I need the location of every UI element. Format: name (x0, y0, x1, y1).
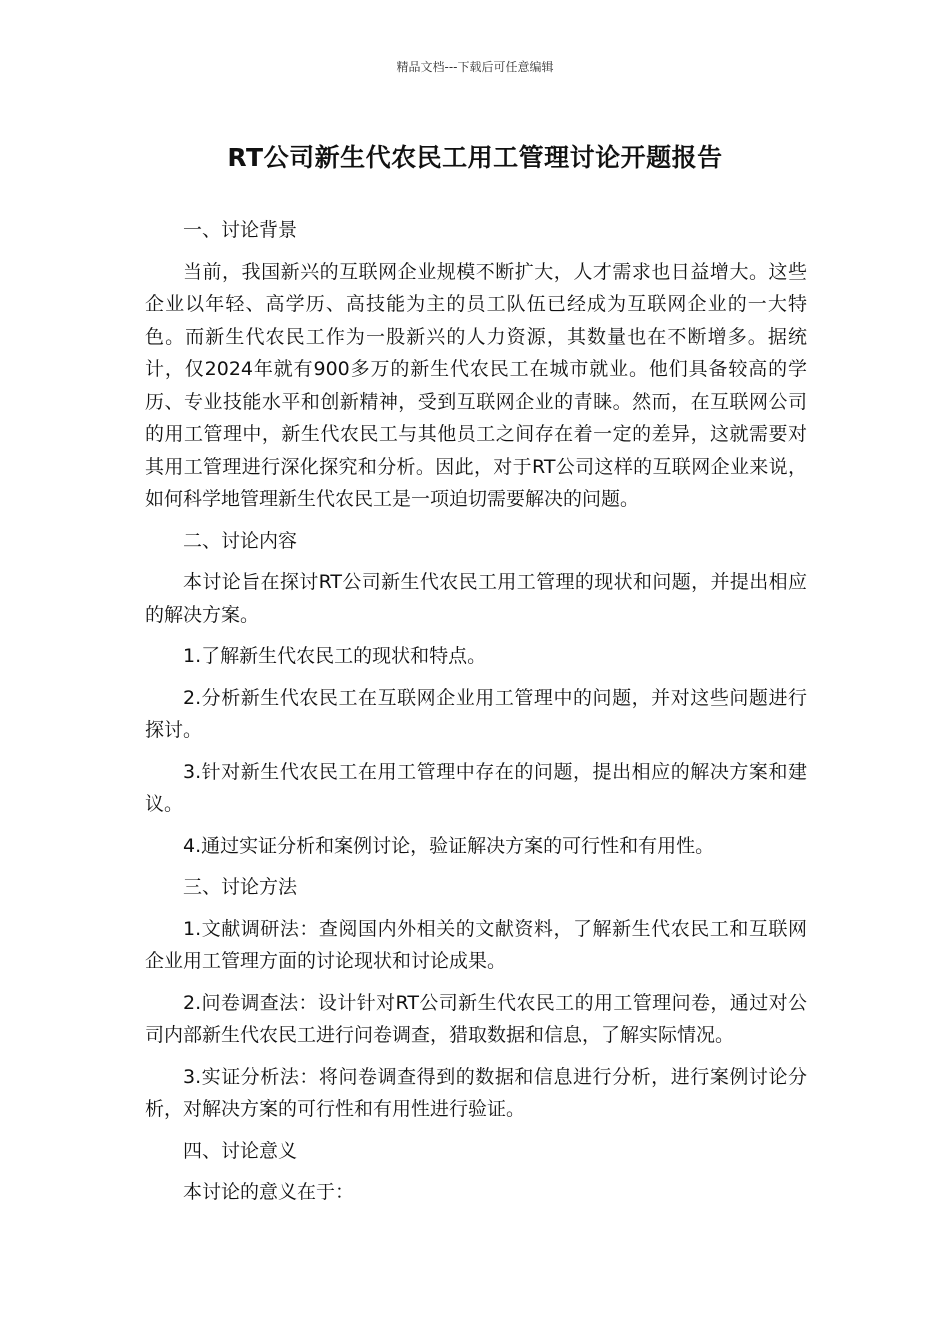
content-intro-paragraph: 本讨论旨在探讨RT公司新生代农民工用工管理的现状和问题，并提出相应的解决方案。 (145, 571, 807, 626)
content-item-4: 4.通过实证分析和案例讨论，验证解决方案的可行性和有用性。 (183, 834, 715, 857)
method-item-2: 2.问卷调查法：设计针对RT公司新生代农民工的用工管理问卷，通过对公司内部新生代农民工进行问卷调查，猎取数据和信息，了解实际情况。 (145, 991, 807, 1046)
document-title: RT公司新生代农民工用工管理讨论开题报告 (227, 143, 723, 172)
section-heading-methods: 三、讨论方法 (183, 876, 298, 898)
page-header: 精品文档---下载后可任意编辑 (396, 60, 554, 74)
section-heading-significance: 四、讨论意义 (183, 1139, 298, 1162)
content-item-2: 2.分析新生代农民工在互联网企业用工管理中的问题，并对这些问题进行探讨。 (145, 686, 807, 741)
section-heading-content: 二、讨论内容 (183, 529, 298, 552)
content-item-3: 3.针对新生代农民工在用工管理中存在的问题，提出相应的解决方案和建议。 (145, 760, 807, 815)
significance-intro-paragraph: 本讨论的意义在于： (183, 1181, 355, 1203)
method-item-3: 3.实证分析法：将问卷调查得到的数据和信息进行分析，进行案例讨论分析，对解决方案的可行性和有用性进行验证。 (145, 1065, 807, 1120)
method-item-1: 1.文献调研法：查阅国内外相关的文献资料，了解新生代农民工和互联网企业用工管理方面的讨论现状和讨论成果。 (145, 917, 807, 972)
background-paragraph: 当前，我国新兴的互联网企业规模不断扩大，人才需求也日益增大。这些企业以年轻、高学历、高技能为主的员工队伍已经成为互联网企业的一大特色。而新生代农民工作为一股新兴的人力资源，其数量也在不断增多。据统计，仅2024年就有900多万的新生代农民工在城市就业。他们具备较高的学历、专业技能水平和创新精神，受到互联网企业的青睐。然而，在互联网公司的用工管理中，新生代农民工与其他员工之间存在着一定的差异，这就需要对其用工管理进行深化探究和分析。因此，对于RT公司这样的互联网企业来说，如何科学地管理新生代农民工是一项迫切需要解决的问题。 (145, 260, 807, 510)
content-item-1: 1.了解新生代农民工的现状和特点。 (183, 645, 487, 667)
document-body (145, 214, 807, 1218)
section-heading-background: 一、讨论背景 (183, 219, 298, 241)
